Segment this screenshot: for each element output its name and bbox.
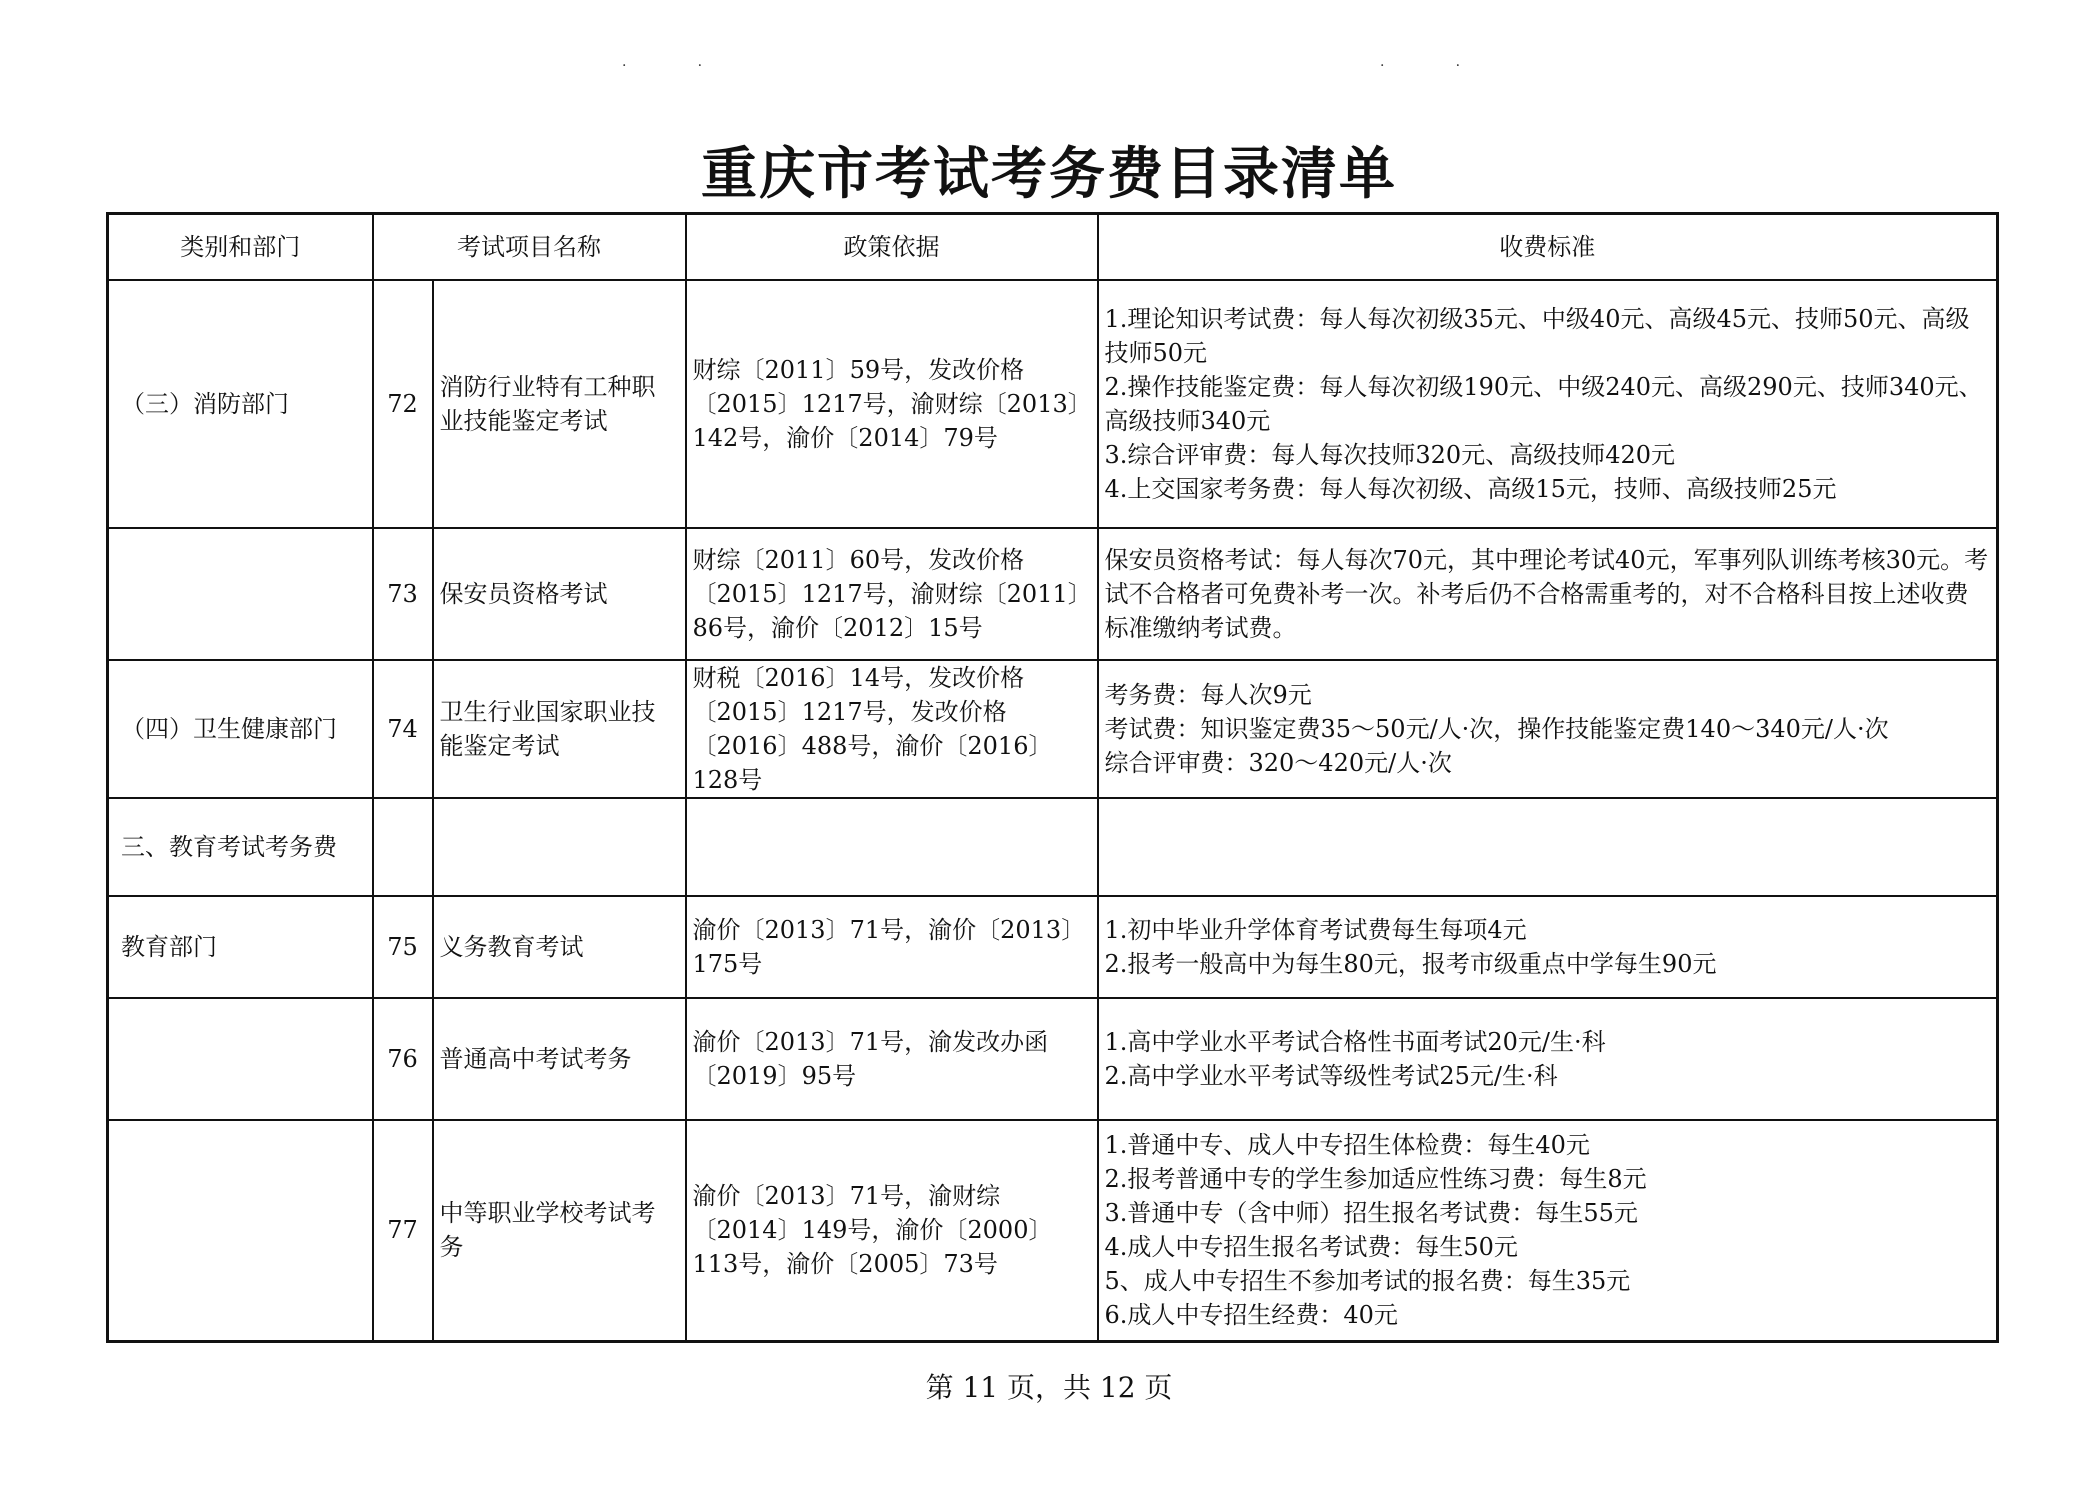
fee-standard-cell bbox=[1098, 998, 1998, 1120]
fee-standard-cell bbox=[1098, 798, 1998, 896]
fee-line: 1.高中学业水平考试合格性书面考试20元/生·科 bbox=[1104, 1027, 1606, 1056]
page-number: 第 11 页，共 12 页 bbox=[925, 1371, 1173, 1404]
fee-line: 1.初中毕业升学体育考试费每生每项4元 bbox=[1104, 915, 1527, 944]
fee-line: 4.上交国家考务费：每人每次初级、高级15元，技师、高级技师25元 bbox=[1104, 474, 1837, 503]
fee-line: 考务费：每人次9元 bbox=[1104, 680, 1312, 709]
category-cell: 教育部门 bbox=[108, 896, 373, 998]
table-row bbox=[108, 280, 1998, 528]
policy-cell: 财综〔2011〕59号，发改价格〔2015〕1217号，渝财综〔2013〕142号，渝价〔2014〕79号 bbox=[686, 280, 1098, 528]
fee-line: 2.操作技能鉴定费：每人每次初级190元、中级240元、高级290元、技师340元、高级技师340元 bbox=[1104, 372, 1983, 435]
exam-name-cell: 普通高中考试考务 bbox=[433, 998, 686, 1120]
item-number-cell: 76 bbox=[373, 998, 433, 1120]
header-exam-name: 考试项目名称 bbox=[373, 214, 686, 280]
fee-line: 综合评审费：320～420元/人·次 bbox=[1104, 748, 1452, 777]
fee-line: 2.报考一般高中为每生80元，报考市级重点中学每生90元 bbox=[1104, 949, 1717, 978]
exam-name-cell: 消防行业特有工种职业技能鉴定考试 bbox=[433, 280, 686, 528]
category-cell bbox=[108, 998, 373, 1120]
exam-name-cell: 义务教育考试 bbox=[433, 896, 686, 998]
fee-standard-cell bbox=[1098, 280, 1998, 528]
category-cell: （四）卫生健康部门 bbox=[108, 660, 373, 798]
policy-cell: 财综〔2011〕60号，发改价格〔2015〕1217号，渝财综〔2011〕86号，渝价〔2012〕15号 bbox=[686, 528, 1098, 660]
fee-line: 5、成人中专招生不参加考试的报名费：每生35元 bbox=[1104, 1267, 1631, 1296]
fee-line: 2.报考普通中专的学生参加适应性练习费：每生8元 bbox=[1104, 1165, 1647, 1194]
fee-line: 1.理论知识考试费：每人每次初级35元、中级40元、高级45元、技师50元、高级技师50元 bbox=[1104, 304, 1970, 367]
item-number-cell: 74 bbox=[373, 660, 433, 798]
fee-standard-cell bbox=[1098, 896, 1998, 998]
table-row bbox=[108, 896, 1998, 998]
fee-standard-cell bbox=[1098, 528, 1998, 660]
category-cell: （三）消防部门 bbox=[108, 280, 373, 528]
fee-table bbox=[106, 212, 1999, 1343]
fee-line: 保安员资格考试：每人每次70元，其中理论考试40元，军事列队训练考核30元。考试不合格者可免费补考一次。补考后仍不合格需重考的，对不合格科目按上述收费标准缴纳考试费。 bbox=[1104, 545, 1989, 642]
exam-name-cell: 卫生行业国家职业技能鉴定考试 bbox=[433, 660, 686, 798]
table-row bbox=[108, 998, 1998, 1120]
policy-cell: 渝价〔2013〕71号，渝财综〔2014〕149号，渝价〔2000〕113号，渝价〔2005〕73号 bbox=[686, 1120, 1098, 1342]
item-number-cell: 77 bbox=[373, 1120, 433, 1342]
item-number-cell: 75 bbox=[373, 896, 433, 998]
item-number-cell: 72 bbox=[373, 280, 433, 528]
page-title: 重庆市考试考务费目录清单 bbox=[701, 141, 1397, 207]
fee-line: 3.综合评审费：每人每次技师320元、高级技师420元 bbox=[1104, 440, 1676, 469]
fee-line: 3.普通中专（含中师）招生报名考试费：每生55元 bbox=[1104, 1199, 1638, 1228]
item-number-cell bbox=[373, 798, 433, 896]
fee-line: 2.高中学业水平考试等级性考试25元/生·科 bbox=[1104, 1061, 1558, 1090]
policy-cell: 财税〔2016〕14号，发改价格〔2015〕1217号，发改价格〔2016〕488号，渝价〔2016〕128号 bbox=[686, 660, 1098, 798]
exam-name-cell: 保安员资格考试 bbox=[433, 528, 686, 660]
policy-cell: 渝价〔2013〕71号，渝发改办函〔2019〕95号 bbox=[686, 998, 1098, 1120]
table-row bbox=[108, 1120, 1998, 1342]
fee-line: 考试费：知识鉴定费35～50元/人·次，操作技能鉴定费140～340元/人·次 bbox=[1104, 714, 1889, 743]
category-cell bbox=[108, 528, 373, 660]
fee-standard-cell bbox=[1098, 1120, 1998, 1342]
category-cell: 三、教育考试考务费 bbox=[108, 798, 373, 896]
table-row bbox=[108, 528, 1998, 660]
fee-standard-cell bbox=[1098, 660, 1998, 798]
category-cell bbox=[108, 1120, 373, 1342]
exam-name-cell: 中等职业学校考试考务 bbox=[433, 1120, 686, 1342]
table-row bbox=[108, 798, 1998, 896]
policy-cell: 渝价〔2013〕71号，渝价〔2013〕175号 bbox=[686, 896, 1098, 998]
policy-cell bbox=[686, 798, 1098, 896]
fee-line: 1.普通中专、成人中专招生体检费：每生40元 bbox=[1104, 1131, 1590, 1160]
scan-speck: · · bbox=[1380, 58, 1461, 74]
scan-speck: · · bbox=[622, 58, 703, 74]
fee-line: 6.成人中专招生经费：40元 bbox=[1104, 1301, 1398, 1330]
exam-name-cell bbox=[433, 798, 686, 896]
table-row bbox=[108, 660, 1998, 798]
header-fee-standard: 收费标准 bbox=[1098, 214, 1998, 280]
header-category: 类别和部门 bbox=[108, 214, 373, 280]
table-header-row bbox=[108, 214, 1998, 280]
fee-line: 4.成人中专招生报名考试费：每生50元 bbox=[1104, 1233, 1518, 1262]
item-number-cell: 73 bbox=[373, 528, 433, 660]
header-policy: 政策依据 bbox=[686, 214, 1098, 280]
